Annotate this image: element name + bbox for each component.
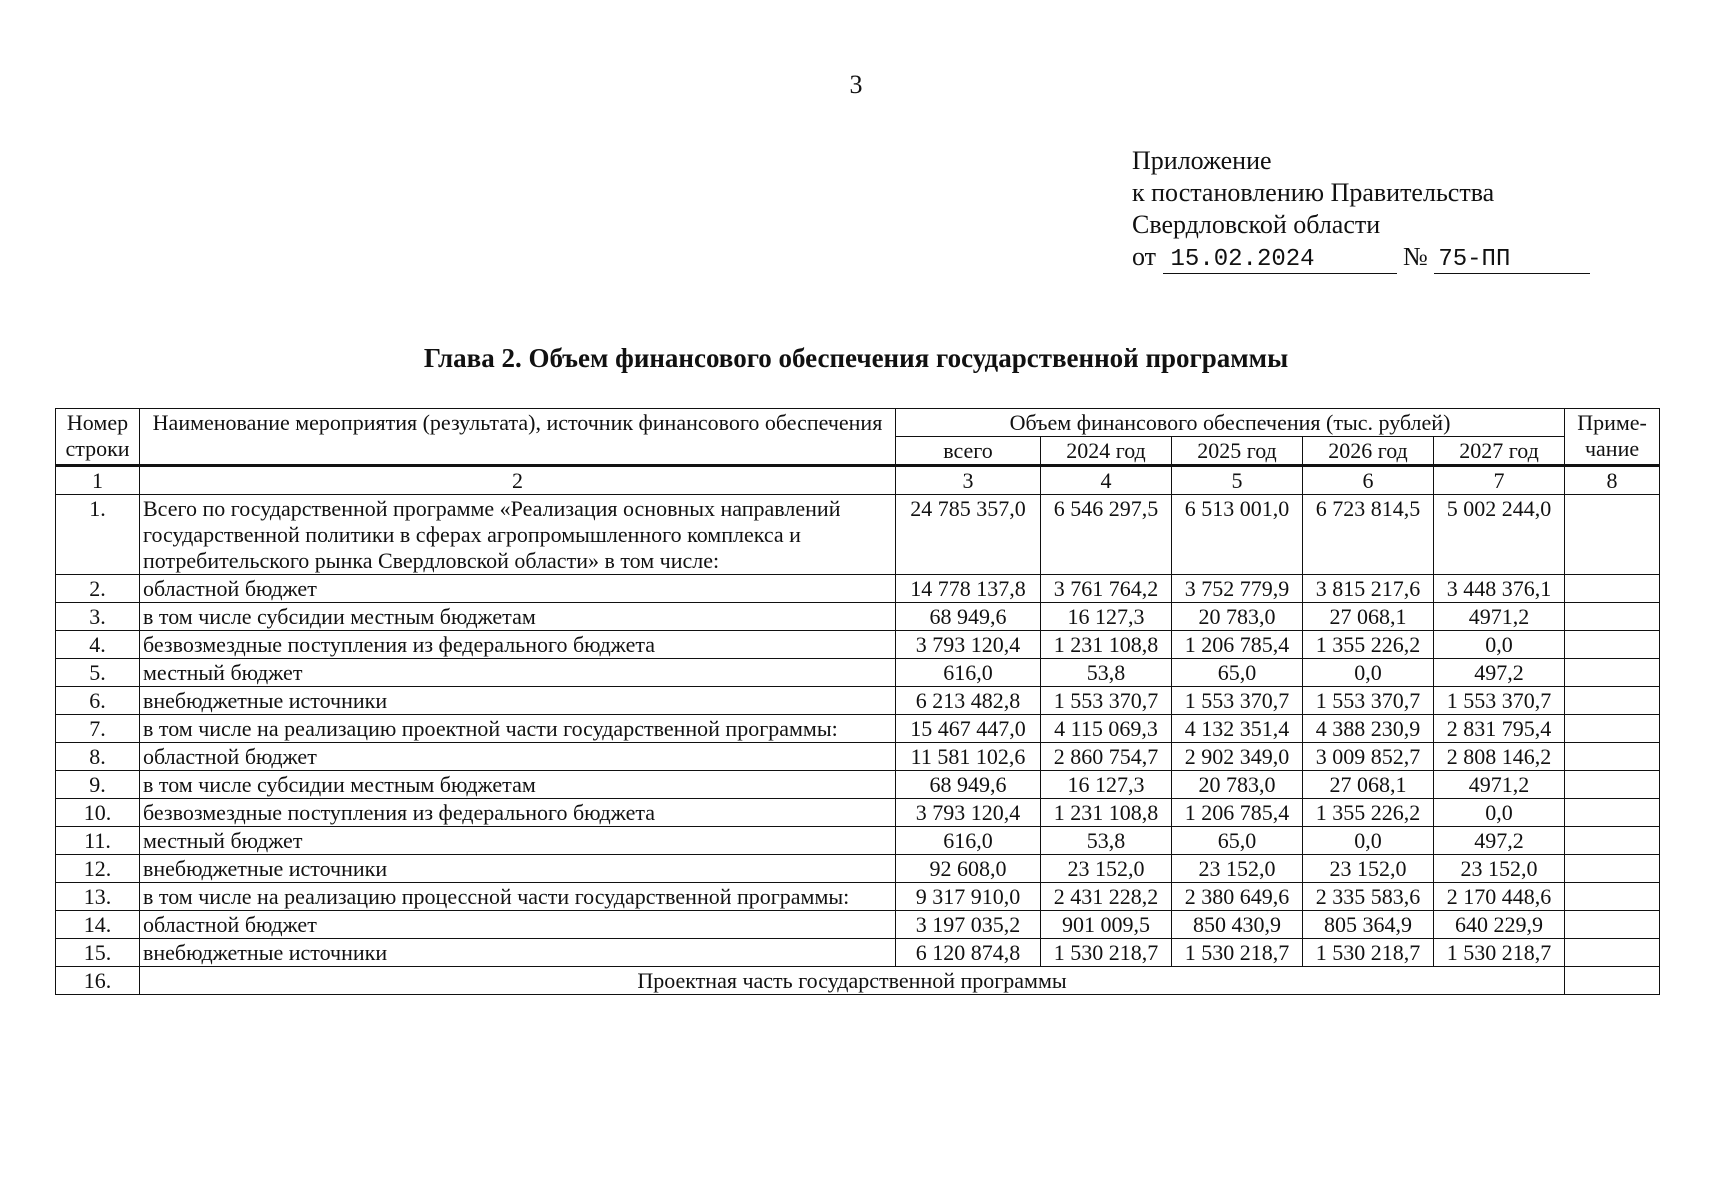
row-total-cell: 92 608,0 bbox=[896, 855, 1041, 883]
row-2025-cell: 1 206 785,4 bbox=[1172, 799, 1303, 827]
chapter-title: Глава 2. Объем финансового обеспечения государственной программы bbox=[423, 343, 1289, 373]
row-note-cell bbox=[1565, 939, 1660, 967]
row-2027-cell: 0,0 bbox=[1434, 631, 1565, 659]
row-number-cell: 1. bbox=[56, 495, 140, 575]
row-2026-cell: 1 553 370,7 bbox=[1303, 687, 1434, 715]
row-2024-cell: 3 761 764,2 bbox=[1041, 575, 1172, 603]
row-2027-cell: 2 808 146,2 bbox=[1434, 743, 1565, 771]
row-2024-cell: 1 553 370,7 bbox=[1041, 687, 1172, 715]
row-name-cell: областной бюджет bbox=[140, 575, 896, 603]
row-2025-cell: 1 530 218,7 bbox=[1172, 939, 1303, 967]
row-number-cell: 10. bbox=[56, 799, 140, 827]
row-2025-cell: 6 513 001,0 bbox=[1172, 495, 1303, 575]
table-row bbox=[56, 939, 1660, 967]
row-number-cell: 15. bbox=[56, 939, 140, 967]
date-value: 15.02.2024 bbox=[1163, 247, 1397, 274]
header-row-number: Номер строки bbox=[56, 409, 140, 466]
row-note-cell bbox=[1565, 855, 1660, 883]
row-2025-cell: 1 553 370,7 bbox=[1172, 687, 1303, 715]
row-total-cell: 68 949,6 bbox=[896, 771, 1041, 799]
row-2025-cell: 65,0 bbox=[1172, 827, 1303, 855]
row-2025-cell: 4 132 351,4 bbox=[1172, 715, 1303, 743]
row-2026-cell: 0,0 bbox=[1303, 659, 1434, 687]
row-name-cell: безвозмездные поступления из федерального бюджета bbox=[140, 799, 896, 827]
number-value: 75-ПП bbox=[1434, 247, 1590, 274]
row-2024-cell: 16 127,3 bbox=[1041, 771, 1172, 799]
row-total-cell: 3 793 120,4 bbox=[896, 799, 1041, 827]
row-2025-cell: 2 380 649,6 bbox=[1172, 883, 1303, 911]
row-2024-cell: 1 231 108,8 bbox=[1041, 631, 1172, 659]
number-prefix: № bbox=[1403, 242, 1428, 271]
row-2027-cell: 497,2 bbox=[1434, 659, 1565, 687]
row-note-cell bbox=[1565, 631, 1660, 659]
row-number-cell: 13. bbox=[56, 883, 140, 911]
table-row bbox=[56, 687, 1660, 715]
row-total-cell: 9 317 910,0 bbox=[896, 883, 1041, 911]
row-note-cell bbox=[1565, 687, 1660, 715]
row-name-cell: местный бюджет bbox=[140, 827, 896, 855]
row-name-cell: областной бюджет bbox=[140, 743, 896, 771]
row-2024-cell: 4 115 069,3 bbox=[1041, 715, 1172, 743]
row-2026-cell: 1 355 226,2 bbox=[1303, 799, 1434, 827]
row-2024-cell: 1 530 218,7 bbox=[1041, 939, 1172, 967]
row-total-cell: 15 467 447,0 bbox=[896, 715, 1041, 743]
row-2026-cell: 4 388 230,9 bbox=[1303, 715, 1434, 743]
appendix-line-3: Свердловской области bbox=[1132, 210, 1381, 239]
row-number-cell: 16. bbox=[56, 967, 140, 995]
row-note-cell bbox=[1565, 743, 1660, 771]
table-row bbox=[56, 659, 1660, 687]
table-row bbox=[56, 883, 1660, 911]
row-2026-cell: 23 152,0 bbox=[1303, 855, 1434, 883]
table-row bbox=[56, 743, 1660, 771]
header-name: Наименование мероприятия (результата), источник финансового обеспечения bbox=[140, 409, 896, 466]
row-2026-cell: 2 335 583,6 bbox=[1303, 883, 1434, 911]
row-note-cell bbox=[1565, 715, 1660, 743]
row-number-cell: 8. bbox=[56, 743, 140, 771]
row-2024-cell: 901 009,5 bbox=[1041, 911, 1172, 939]
header-row-1 bbox=[56, 409, 1660, 437]
row-number-cell: 5. bbox=[56, 659, 140, 687]
row-number-cell: 4. bbox=[56, 631, 140, 659]
column-number: 2 bbox=[140, 466, 896, 495]
row-number-cell: 14. bbox=[56, 911, 140, 939]
row-name-cell: в том числе на реализацию процессной части государственной программы: bbox=[140, 883, 896, 911]
row-total-cell: 14 778 137,8 bbox=[896, 575, 1041, 603]
row-2025-cell: 3 752 779,9 bbox=[1172, 575, 1303, 603]
row-2024-cell: 23 152,0 bbox=[1041, 855, 1172, 883]
row-2026-cell: 27 068,1 bbox=[1303, 771, 1434, 799]
row-number-cell: 7. bbox=[56, 715, 140, 743]
column-number: 4 bbox=[1041, 466, 1172, 495]
row-name-cell: местный бюджет bbox=[140, 659, 896, 687]
row-name-cell: в том числе на реализацию проектной части государственной программы: bbox=[140, 715, 896, 743]
row-name-cell: внебюджетные источники bbox=[140, 855, 896, 883]
row-name-cell: Всего по государственной программе «Реализация основных направлений государственной политики в сферах агропромышленного комплекса и потребительского рынка Свердловской области» в том числе: bbox=[140, 495, 896, 575]
row-note-cell bbox=[1565, 575, 1660, 603]
row-2025-cell: 1 206 785,4 bbox=[1172, 631, 1303, 659]
row-2025-cell: 20 783,0 bbox=[1172, 771, 1303, 799]
column-number: 8 bbox=[1565, 466, 1660, 495]
row-note-cell bbox=[1565, 883, 1660, 911]
table-row bbox=[56, 715, 1660, 743]
table-row bbox=[56, 495, 1660, 575]
column-number: 3 bbox=[896, 466, 1041, 495]
row-total-cell: 24 785 357,0 bbox=[896, 495, 1041, 575]
row-name-cell: безвозмездные поступления из федерального бюджета bbox=[140, 631, 896, 659]
row-number-cell: 11. bbox=[56, 827, 140, 855]
table-row bbox=[56, 827, 1660, 855]
header-total: всего bbox=[896, 437, 1041, 466]
table-row bbox=[56, 603, 1660, 631]
row-2027-cell: 4971,2 bbox=[1434, 771, 1565, 799]
column-number: 5 bbox=[1172, 466, 1303, 495]
row-total-cell: 3 793 120,4 bbox=[896, 631, 1041, 659]
row-2025-cell: 850 430,9 bbox=[1172, 911, 1303, 939]
row-note-cell bbox=[1565, 603, 1660, 631]
row-note-cell bbox=[1565, 659, 1660, 687]
row-2024-cell: 53,8 bbox=[1041, 827, 1172, 855]
row-note-cell bbox=[1565, 911, 1660, 939]
row-total-cell: 6 120 874,8 bbox=[896, 939, 1041, 967]
row-total-cell: 616,0 bbox=[896, 827, 1041, 855]
row-2026-cell: 3 815 217,6 bbox=[1303, 575, 1434, 603]
appendix-line-2: к постановлению Правительства bbox=[1132, 178, 1495, 207]
section-row bbox=[56, 967, 1660, 995]
row-number-cell: 12. bbox=[56, 855, 140, 883]
row-2025-cell: 20 783,0 bbox=[1172, 603, 1303, 631]
row-2027-cell: 0,0 bbox=[1434, 799, 1565, 827]
appendix-block bbox=[1132, 145, 1590, 274]
row-2027-cell: 1 530 218,7 bbox=[1434, 939, 1565, 967]
page-number: 3 bbox=[849, 70, 863, 99]
row-number-cell: 3. bbox=[56, 603, 140, 631]
financing-table bbox=[55, 408, 1660, 995]
column-number: 1 bbox=[56, 466, 140, 495]
column-number: 6 bbox=[1303, 466, 1434, 495]
row-2027-cell: 497,2 bbox=[1434, 827, 1565, 855]
row-2026-cell: 6 723 814,5 bbox=[1303, 495, 1434, 575]
date-prefix: от bbox=[1132, 242, 1157, 271]
row-total-cell: 68 949,6 bbox=[896, 603, 1041, 631]
header-volume: Объем финансового обеспечения (тыс. рублей) bbox=[896, 409, 1565, 437]
row-note-cell bbox=[1565, 771, 1660, 799]
row-2024-cell: 2 431 228,2 bbox=[1041, 883, 1172, 911]
row-2027-cell: 4971,2 bbox=[1434, 603, 1565, 631]
row-note-cell bbox=[1565, 967, 1660, 995]
row-2026-cell: 0,0 bbox=[1303, 827, 1434, 855]
row-note-cell bbox=[1565, 495, 1660, 575]
row-name-cell: внебюджетные источники bbox=[140, 939, 896, 967]
row-2026-cell: 1 355 226,2 bbox=[1303, 631, 1434, 659]
row-2027-cell: 2 831 795,4 bbox=[1434, 715, 1565, 743]
row-2024-cell: 1 231 108,8 bbox=[1041, 799, 1172, 827]
row-2027-cell: 5 002 244,0 bbox=[1434, 495, 1565, 575]
row-number-cell: 2. bbox=[56, 575, 140, 603]
table-row bbox=[56, 575, 1660, 603]
row-2024-cell: 16 127,3 bbox=[1041, 603, 1172, 631]
row-2026-cell: 1 530 218,7 bbox=[1303, 939, 1434, 967]
table-row bbox=[56, 631, 1660, 659]
header-2025: 2025 год bbox=[1172, 437, 1303, 466]
row-2027-cell: 23 152,0 bbox=[1434, 855, 1565, 883]
row-2026-cell: 3 009 852,7 bbox=[1303, 743, 1434, 771]
table-row bbox=[56, 911, 1660, 939]
row-number-cell: 9. bbox=[56, 771, 140, 799]
table-row bbox=[56, 771, 1660, 799]
appendix-date-line bbox=[1132, 241, 1590, 274]
header-2027: 2027 год bbox=[1434, 437, 1565, 466]
row-total-cell: 11 581 102,6 bbox=[896, 743, 1041, 771]
section-title-cell: Проектная часть государственной программы bbox=[140, 967, 1565, 995]
column-numbers-row bbox=[56, 466, 1660, 495]
header-2026: 2026 год bbox=[1303, 437, 1434, 466]
row-name-cell: в том числе субсидии местным бюджетам bbox=[140, 603, 896, 631]
row-total-cell: 616,0 bbox=[896, 659, 1041, 687]
row-number-cell: 6. bbox=[56, 687, 140, 715]
row-total-cell: 6 213 482,8 bbox=[896, 687, 1041, 715]
row-2025-cell: 65,0 bbox=[1172, 659, 1303, 687]
row-2027-cell: 1 553 370,7 bbox=[1434, 687, 1565, 715]
row-name-cell: областной бюджет bbox=[140, 911, 896, 939]
column-number: 7 bbox=[1434, 466, 1565, 495]
row-2027-cell: 2 170 448,6 bbox=[1434, 883, 1565, 911]
row-2024-cell: 53,8 bbox=[1041, 659, 1172, 687]
header-note: Приме-чание bbox=[1565, 409, 1660, 466]
header-2024: 2024 год bbox=[1041, 437, 1172, 466]
row-name-cell: в том числе субсидии местным бюджетам bbox=[140, 771, 896, 799]
row-name-cell: внебюджетные источники bbox=[140, 687, 896, 715]
row-2027-cell: 640 229,9 bbox=[1434, 911, 1565, 939]
row-2024-cell: 2 860 754,7 bbox=[1041, 743, 1172, 771]
table-row bbox=[56, 855, 1660, 883]
row-2025-cell: 2 902 349,0 bbox=[1172, 743, 1303, 771]
row-note-cell bbox=[1565, 799, 1660, 827]
row-note-cell bbox=[1565, 827, 1660, 855]
row-2026-cell: 27 068,1 bbox=[1303, 603, 1434, 631]
appendix-line-1: Приложение bbox=[1132, 146, 1272, 175]
row-2024-cell: 6 546 297,5 bbox=[1041, 495, 1172, 575]
row-2025-cell: 23 152,0 bbox=[1172, 855, 1303, 883]
row-total-cell: 3 197 035,2 bbox=[896, 911, 1041, 939]
table-row bbox=[56, 799, 1660, 827]
row-2026-cell: 805 364,9 bbox=[1303, 911, 1434, 939]
row-2027-cell: 3 448 376,1 bbox=[1434, 575, 1565, 603]
